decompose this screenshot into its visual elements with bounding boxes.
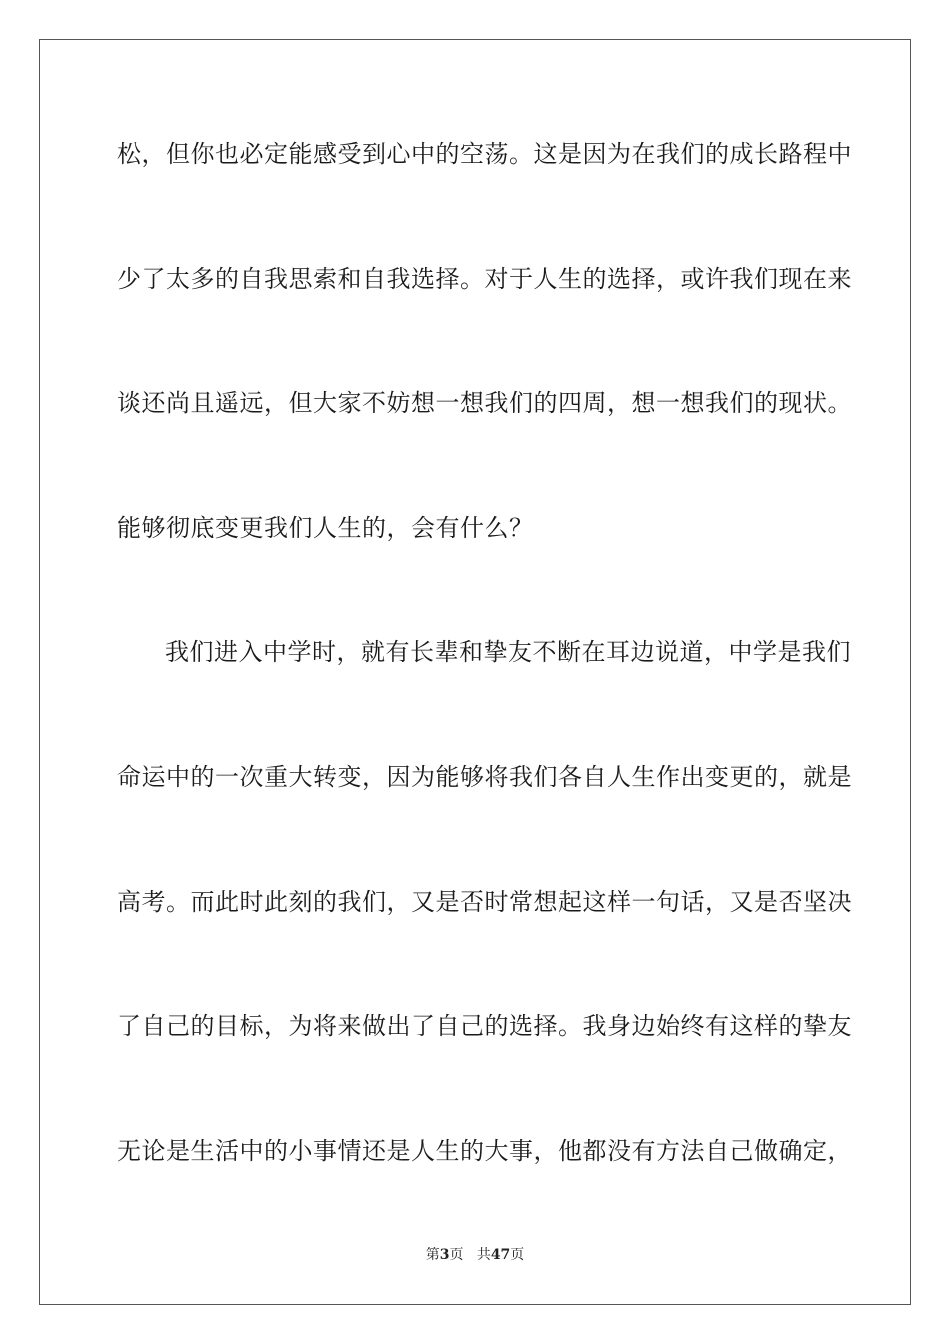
page-suffix: 页 xyxy=(449,1247,464,1263)
page-prefix: 第 xyxy=(425,1247,440,1263)
text-line-1: 松，但你也必定能感受到心中的空荡。这是因为在我们的成长路程中 xyxy=(117,140,852,168)
page-footer xyxy=(0,1244,950,1264)
total-suffix: 页 xyxy=(510,1247,525,1263)
text-line-6: 命运中的一次重大转变，因为能够将我们各自人生作出变更的，就是 xyxy=(117,762,852,791)
text-line-3: 谈还尚且遥远，但大家不妨想一想我们的四周，想一想我们的现状。 xyxy=(117,389,852,418)
text-line-5: 我们进入中学时，就有长辈和挚友不断在耳边说道，中学是我们 xyxy=(165,638,851,667)
total-pages: 47 xyxy=(490,1247,511,1263)
document-body xyxy=(117,129,852,1250)
text-line-7: 高考。而此时此刻的我们，又是否时常想起这样一句话，又是否坚决 xyxy=(117,887,852,916)
text-line-8: 了自己的目标，为将来做出了自己的选择。我身边始终有这样的挚友 xyxy=(117,1012,852,1041)
total-prefix: 共 xyxy=(476,1247,491,1263)
text-line-9: 无论是生活中的小事情还是人生的大事，他都没有方法自己做确定， xyxy=(117,1136,852,1165)
page-number: 3 xyxy=(439,1247,450,1263)
text-line-2: 少了太多的自我思索和自我选择。对于人生的选择，或许我们现在来 xyxy=(117,264,852,293)
text-line-4: 能够彻底变更我们人生的，会有什么？ xyxy=(117,513,534,542)
